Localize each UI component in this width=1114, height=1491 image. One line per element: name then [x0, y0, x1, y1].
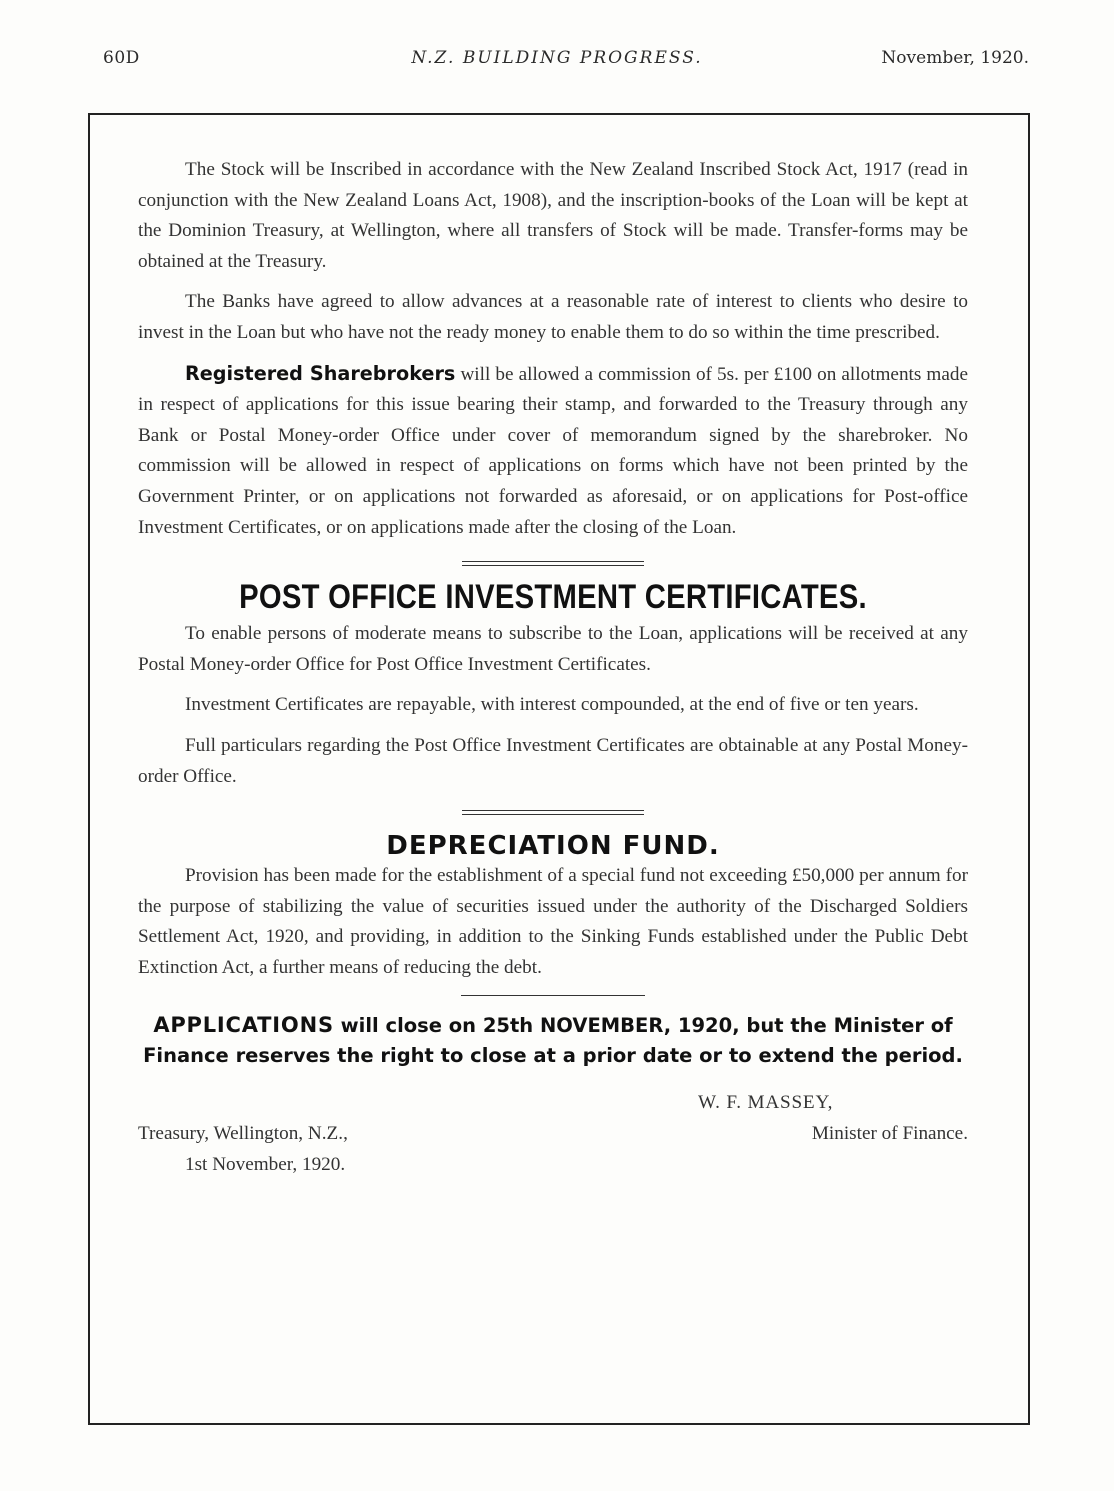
- sharebrokers-paragraph: [138, 359, 968, 544]
- signatory-name: W. F. MASSEY,: [698, 1092, 834, 1114]
- signature-date: 1st November, 1920.: [185, 1154, 346, 1176]
- publication-title: N.Z. BUILDING PROGRESS.: [411, 48, 703, 68]
- post-office-paragraph-2: Investment Certificates are repayable, with interest compounded, at the end of five or ten years.: [185, 694, 919, 716]
- stock-paragraph: The Stock will be Inscribed in accordance with the New Zealand Inscribed Stock Act, 1917 (read in conjunction with the New Zealand Loans Act, 1908), and the inscription-books of the Loan will be kept at the Dominion Treasury, at Wellington, where all transfers of Stock will be made. Transfer-forms may be obtained at the Treasury.: [138, 159, 968, 272]
- signature-place: Treasury, Wellington, N.Z.,: [138, 1123, 348, 1145]
- applications-lead: APPLICATIONS: [153, 1013, 334, 1038]
- depreciation-heading: DEPRECIATION FUND.: [386, 831, 720, 862]
- signature-block: [138, 1092, 968, 1177]
- signatory-title: Minister of Finance.: [811, 1123, 968, 1145]
- depreciation-paragraph: Provision has been made for the establishment of a special fund not exceeding £50,000 per annum for the purpose of stabilizing the value of securities issued under the authority of the Discharged Soldiers Settlement Act, 1920, and providing, in addition to the Sinking Funds established under the Public Debt Extinction Act, a further means of reducing the debt.: [138, 865, 968, 978]
- closing-line-1: will close on 25th NOVEMBER, 1920, but the Minister of: [333, 1014, 953, 1038]
- post-office-paragraph-3: Full particulars regarding the Post Office Investment Certificates are obtainable at any Postal Money-order Office.: [138, 734, 968, 787]
- advertisement-body: [138, 155, 968, 1177]
- closing-notice: [138, 1010, 968, 1071]
- post-office-paragraph-1: To enable persons of moderate means to subscribe to the Loan, applications will be received at any Postal Money-order Office for Post Office Investment Certificates.: [138, 623, 968, 675]
- page-number: 60D: [103, 48, 140, 68]
- closing-line-2: Finance reserves the right to close at a prior date or to extend the period.: [143, 1044, 963, 1068]
- banks-paragraph: The Banks have agreed to allow advances at a reasonable rate of interest to clients who desire to invest in the Loan but who have not the ready money to enable them to do so within the time prescribed.: [138, 291, 968, 343]
- sharebrokers-text: will be allowed a commission of 5s. per £100 on allotments made in respect of applications for this issue bearing their stamp, and forwarded to the Treasury through any Bank or Postal Money-order Office under cover of memorandum signed by the sharebroker. No commission will be allowed in respect of applications on forms which have not been printed by the Government Printer, or on applications not forwarded as aforesaid, or on applications for Post-office Investment Certificates, or on applications made after the closing of the Loan.: [138, 363, 968, 538]
- sharebrokers-lead: Registered Sharebrokers: [185, 361, 456, 385]
- issue-date: November, 1920.: [881, 48, 1029, 68]
- page-header: [0, 48, 1114, 78]
- post-office-heading: POST OFFICE INVESTMENT CERTIFICATES.: [239, 578, 867, 617]
